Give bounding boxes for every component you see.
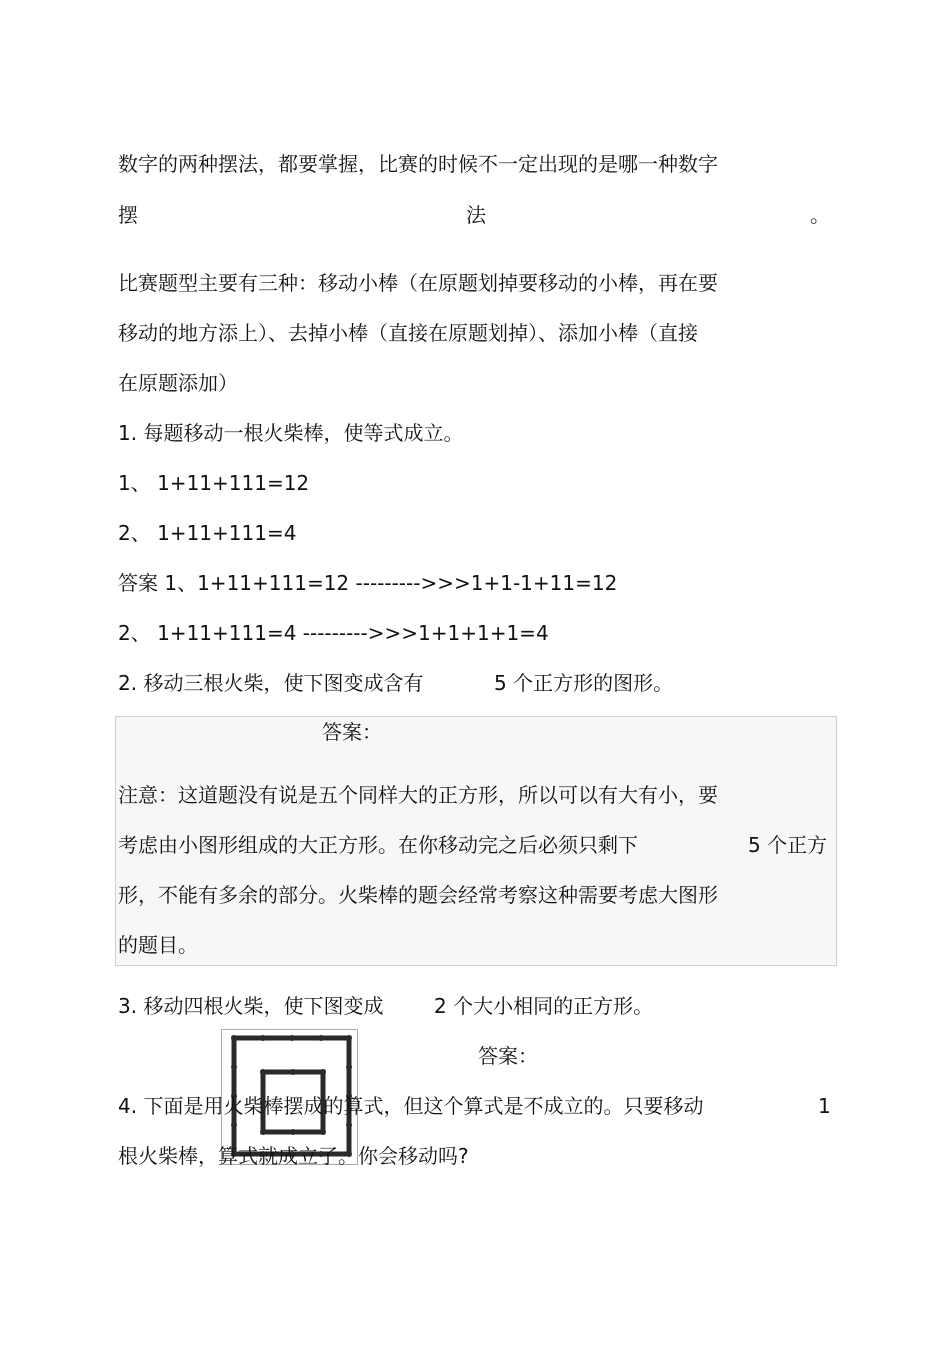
question-2-heading-a: 2. 移动三根火柴，使下图变成含有 — [118, 671, 424, 695]
question-3-heading-a: 3. 移动四根火柴，使下图变成 — [118, 994, 384, 1018]
note-line-1: 注意：这道题没有说是五个同样大的正方形，所以可以有大有小，要 — [118, 783, 718, 807]
answer-label-q3: 答案： — [478, 1044, 538, 1068]
question-4-line-1b: 1 — [818, 1094, 831, 1118]
question-3-heading-b: 2 个大小相同的正方形。 — [434, 994, 654, 1018]
note-line-2a: 考虑由小图形组成的大正方形。在你移动完之后必须只剩下 — [118, 833, 638, 857]
question-4-line-1a: 4. 下面是用火柴棒摆成的算式，但这个算式是不成立的。只要移动 — [118, 1094, 704, 1118]
question-1-answer-2: 2、 1+11+111=4 --------->>>1+1+1+1=4 — [118, 621, 549, 645]
question-1-heading: 1. 每题移动一根火柴棒，使等式成立。 — [118, 421, 464, 445]
question-2-heading-b: 5 个正方形的图形。 — [494, 671, 674, 695]
question-1-answer-1: 答案 1、1+11+111=12 --------->>>1+1-1+11=12 — [118, 571, 618, 595]
types-line-1: 比赛题型主要有三种：移动小棒（在原题划掉要移动的小棒，再在要 — [118, 271, 718, 295]
types-line-2: 移动的地方添上）、去掉小棒（直接在原题划掉）、添加小棒（直接 — [118, 321, 698, 345]
question-4-line-2: 根火柴棒，算式就成立了。你会移动吗? — [118, 1144, 469, 1168]
note-line-4: 的题目。 — [118, 933, 198, 957]
note-line-3: 形，不能有多余的部分。火柴棒的题会经常考察这种需要考虑大图形 — [118, 883, 718, 907]
intro-line-1: 数字的两种摆法，都要掌握，比赛的时候不一定出现的是哪一种数字 — [118, 152, 718, 176]
note-line-2b: 5 个正方 — [748, 833, 828, 857]
question-1-item-1: 1、 1+11+111=12 — [118, 471, 310, 495]
intro-line-2-part-3: 。 — [810, 203, 830, 227]
intro-line-2-part-1: 摆 — [118, 203, 138, 227]
answer-label-q2: 答案： — [322, 720, 382, 744]
intro-line-2-part-2: 法 — [466, 203, 486, 227]
question-1-item-2: 2、 1+11+111=4 — [118, 521, 297, 545]
types-line-3: 在原题添加） — [118, 371, 238, 395]
